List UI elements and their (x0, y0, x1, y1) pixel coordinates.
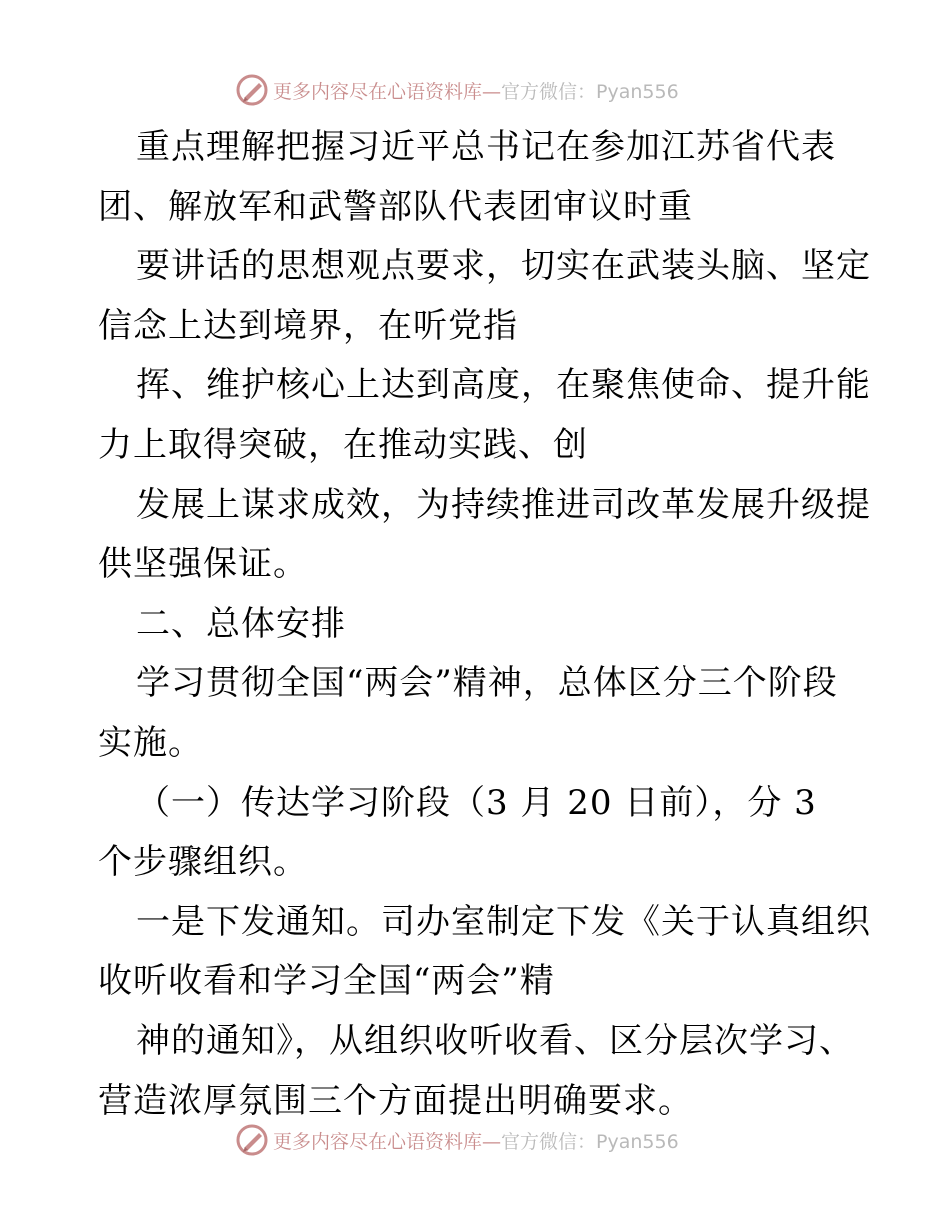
watermark-text: 更多内容尽在心语资料库— (273, 1130, 502, 1153)
pen-seal-icon (235, 73, 269, 107)
watermark-text: 更多内容尽在心语资料库— (273, 80, 502, 103)
text-line: 要讲话的思想观点要求，切实在武装头脑、坚定 (136, 246, 871, 287)
text-line: 发展上谋求成效，为持续推进司改革发展升级提 (136, 484, 871, 525)
text-line: （一）传达学习阶段（3 月 20 日前），分 3 (136, 782, 817, 823)
watermark-wechat: 官方微信：Pyan556 (501, 1130, 679, 1153)
text-line: 营造浓厚氛围三个方面提出明确要求。 (98, 1080, 693, 1121)
pen-seal-icon (235, 1123, 269, 1157)
text-line: 二、总体安排 (136, 603, 346, 644)
text-line: 个步骤组织。 (98, 842, 308, 883)
watermark-wechat: 官方微信：Pyan556 (501, 80, 679, 103)
document-body (98, 118, 871, 1131)
text-line: 力上取得突破，在推动实践、创 (98, 424, 588, 465)
text-line: 团、解放军和武警部队代表团审议时重 (98, 186, 693, 227)
text-line: 实施。 (98, 722, 203, 763)
text-line: 挥、维护核心上达到高度，在聚焦使命、提升能 (136, 365, 871, 406)
text-line: 神的通知》，从组织收听收看、区分层次学习、 (136, 1020, 854, 1061)
text-line: 收听收看和学习全国“两会”精 (98, 961, 555, 1002)
text-line: 重点理解把握习近平总书记在参加江苏省代表 (136, 127, 836, 167)
watermark-banner-bottom (235, 1120, 679, 1160)
watermark-banner-top (235, 70, 679, 110)
text-line: 供坚强保证。 (98, 544, 308, 585)
text-line: 信念上达到境界，在听党指 (98, 305, 518, 346)
text-line: 学习贯彻全国“两会”精神，总体区分三个阶段 (136, 663, 838, 704)
text-line: 一是下发通知。司办室制定下发《关于认真组织 (136, 901, 871, 942)
